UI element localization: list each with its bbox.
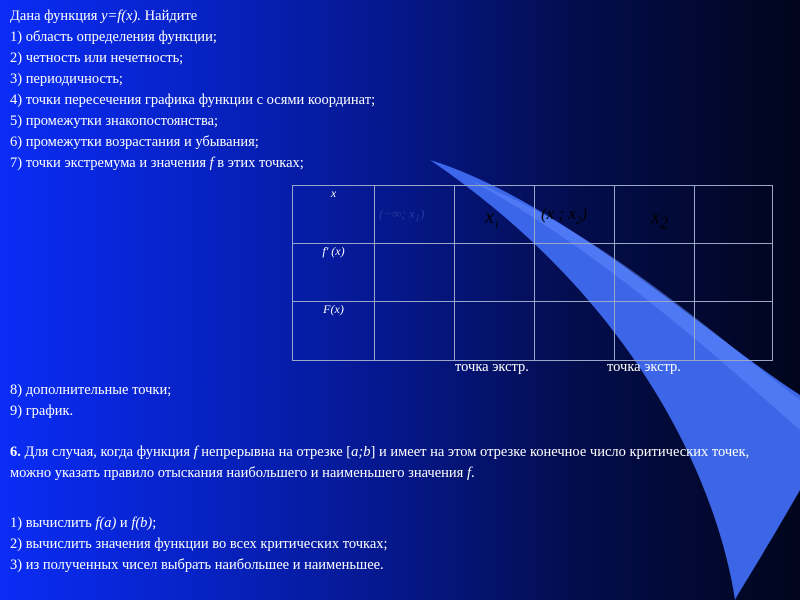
rule-paragraph: 6. Для случая, когда функция f непрерывна на отрезке [a;b] и имеет на этом отрезке конечное число критических точек, можно указать правило отыскания наибольшего и наименьшего значения f.	[10, 444, 750, 481]
item-3: 3) периодичность;	[10, 71, 123, 87]
table-cell	[535, 302, 615, 361]
item-1: 1) область определения функции;	[10, 29, 217, 45]
table-row	[293, 244, 773, 302]
table-row	[293, 302, 773, 361]
table-cell	[375, 244, 455, 302]
point-cell: $x_1$	[485, 206, 500, 231]
table-cell	[455, 302, 535, 361]
rule-steps	[10, 513, 388, 576]
item-6: 6) промежутки возрастания и убывания;	[10, 134, 259, 150]
table-cell	[535, 186, 615, 244]
item-8: 8) дополнительные точки;	[10, 382, 172, 398]
step-1: 1) вычислить f(a) и f(b);	[10, 515, 157, 531]
table-cell	[455, 244, 535, 302]
table-cell	[375, 302, 455, 361]
table-cell	[695, 302, 773, 361]
row-label-x: x	[293, 186, 375, 244]
table-cell	[615, 302, 695, 361]
table-cell	[695, 186, 773, 244]
point-cell-2: $x_2$	[651, 206, 669, 232]
item-9: 9) график.	[10, 403, 74, 419]
row-label-derivative: f' (x)	[293, 244, 375, 302]
additional-items	[10, 380, 171, 422]
task-list	[10, 6, 375, 174]
item-5: 5) промежутки знакопостоянства;	[10, 113, 219, 129]
item-2: 2) четность или нечетность;	[10, 50, 184, 66]
step-2: 2) вычислить значения функции во всех критических точках;	[10, 536, 388, 552]
intro-line: Дана функция y=f(x). Найдите	[10, 8, 198, 24]
interval-cell: (−∞; $x_1$)	[379, 206, 425, 225]
item-4: 4) точки пересечения графика функции с осями координат;	[10, 92, 376, 108]
table-cell	[535, 244, 615, 302]
extremum-label-1: точка экстр.	[455, 359, 529, 375]
row-label-function: F(x)	[293, 302, 375, 361]
table-cell	[615, 244, 695, 302]
table-cell	[615, 186, 695, 244]
table-cell	[375, 186, 455, 244]
interval-cell-2: (x ; $x_2$)	[541, 204, 588, 227]
table-row	[293, 186, 773, 244]
item-7: 7) точки экстремума и значения f в этих точках;	[10, 155, 304, 171]
step-3: 3) из полученных чисел выбрать наибольшее и наименьшее.	[10, 557, 384, 573]
extremum-label-2: точка экстр.	[607, 359, 681, 375]
sign-table	[292, 185, 773, 361]
table-cell	[695, 244, 773, 302]
table-cell	[455, 186, 535, 244]
